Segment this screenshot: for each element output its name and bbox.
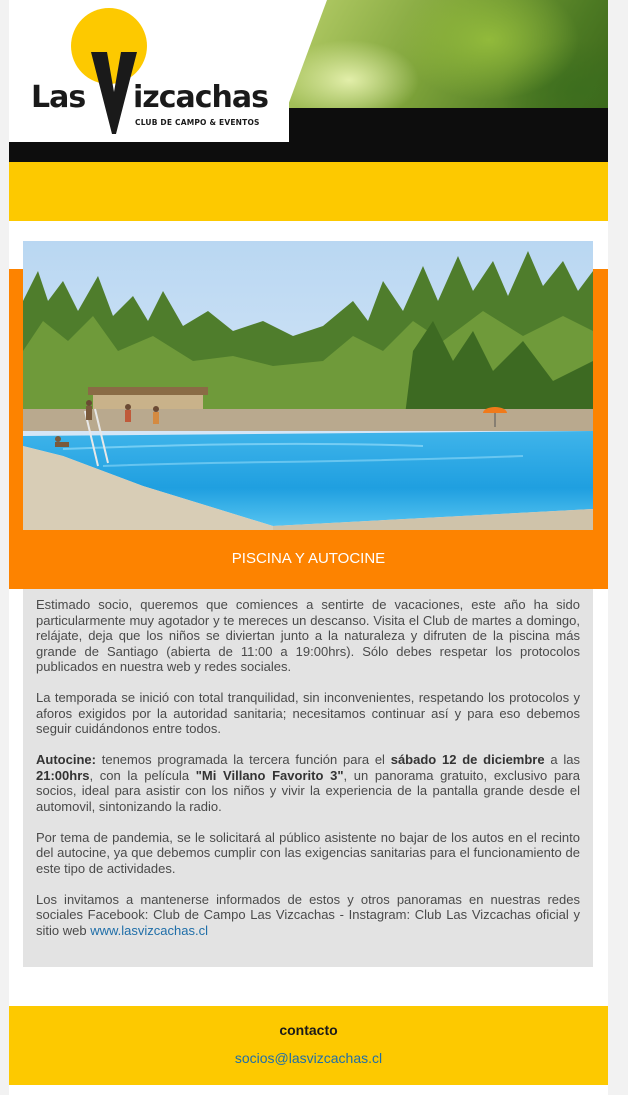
footer [9, 1006, 608, 1085]
header-yellow-band [9, 162, 608, 221]
autocine-label: Autocine: [36, 752, 96, 767]
header-foliage-photo [289, 0, 608, 108]
paragraph-pandemia: Por tema de pandemia, se le solicitará al público asistente no bajar de los autos en el recinto del autocine, ya que debemos cumplir con las exigencias sanitarias para el funcionamiento de este tipo de actividades. [36, 829, 580, 876]
paragraph-vacaciones: Estimado socio, queremos que comiences a sentirte de vacaciones, este año ha sido particularmente muy agotador y te mereces un descanso. Visita el Club de martes a domingo, relájate, deja que los niños se diviertan junto a la naturaleza y difruten de la piscina más grande de Santiago (abierta de 11:00 a 19:00hrs). Sólo debes respetar los protocolos publicados en nuestra web y redes sociales. [36, 597, 580, 674]
paragraph-temporada: La temporada se inició con total tranquilidad, sin inconvenientes, respetando los protocolos y aforos exigidos por la autoridad sanitaria; necesitamos continuar así y para eso debemos seguir cuidándonos entre todos. [36, 690, 580, 736]
content-text [36, 597, 580, 954]
hero-title: PISCINA Y AUTOCINE [231, 550, 386, 567]
website-link[interactable]: www.lasvizcachas.cl [90, 922, 208, 938]
footer-title: contacto [279, 1022, 338, 1038]
logo-tagline: CLUB DE CAMPO & EVENTOS [135, 118, 260, 127]
redes-text: Los invitamos a mantenerse informados de estos y otros panoramas en nuestras redes sociales Facebook: Club de Campo Las Vizcachas - Instagram: Club Las Vizcachas oficial y sitio web [36, 891, 580, 938]
autocine-movie: "Mi Villano Favorito 3" [195, 767, 344, 783]
content-box [23, 589, 593, 967]
autocine-text-1: tenemos programada la tercera función para el [95, 752, 391, 767]
email-container [9, 0, 608, 1095]
hero-pool-photo[interactable] [23, 241, 593, 530]
paragraph-autocine [36, 752, 580, 814]
paragraph-redes [36, 892, 580, 939]
autocine-date: sábado 12 de diciembre [390, 752, 545, 767]
autocine-time: 21:00hrs [36, 767, 90, 783]
logo-text-las: Las [31, 80, 86, 115]
contact-email-link[interactable]: socios@lasvizcachas.cl [234, 1050, 383, 1066]
logo-v-icon [91, 52, 137, 134]
las-vizcachas-logo[interactable] [25, 6, 285, 134]
header-diagonal [287, 0, 327, 108]
autocine-text-3: , con la película [89, 767, 196, 783]
header [9, 0, 608, 221]
autocine-text-4: , un panorama gratuito, exclusivo para socios, ideal para asistir con los niños y vivir la experiencia de la pantalla grande desde el automovil, sintonizando la radio. [36, 767, 580, 814]
autocine-text-2: a las [544, 752, 580, 767]
logo-text-izcachas: izcachas [133, 80, 269, 115]
pool-photo-illustration [23, 241, 593, 530]
